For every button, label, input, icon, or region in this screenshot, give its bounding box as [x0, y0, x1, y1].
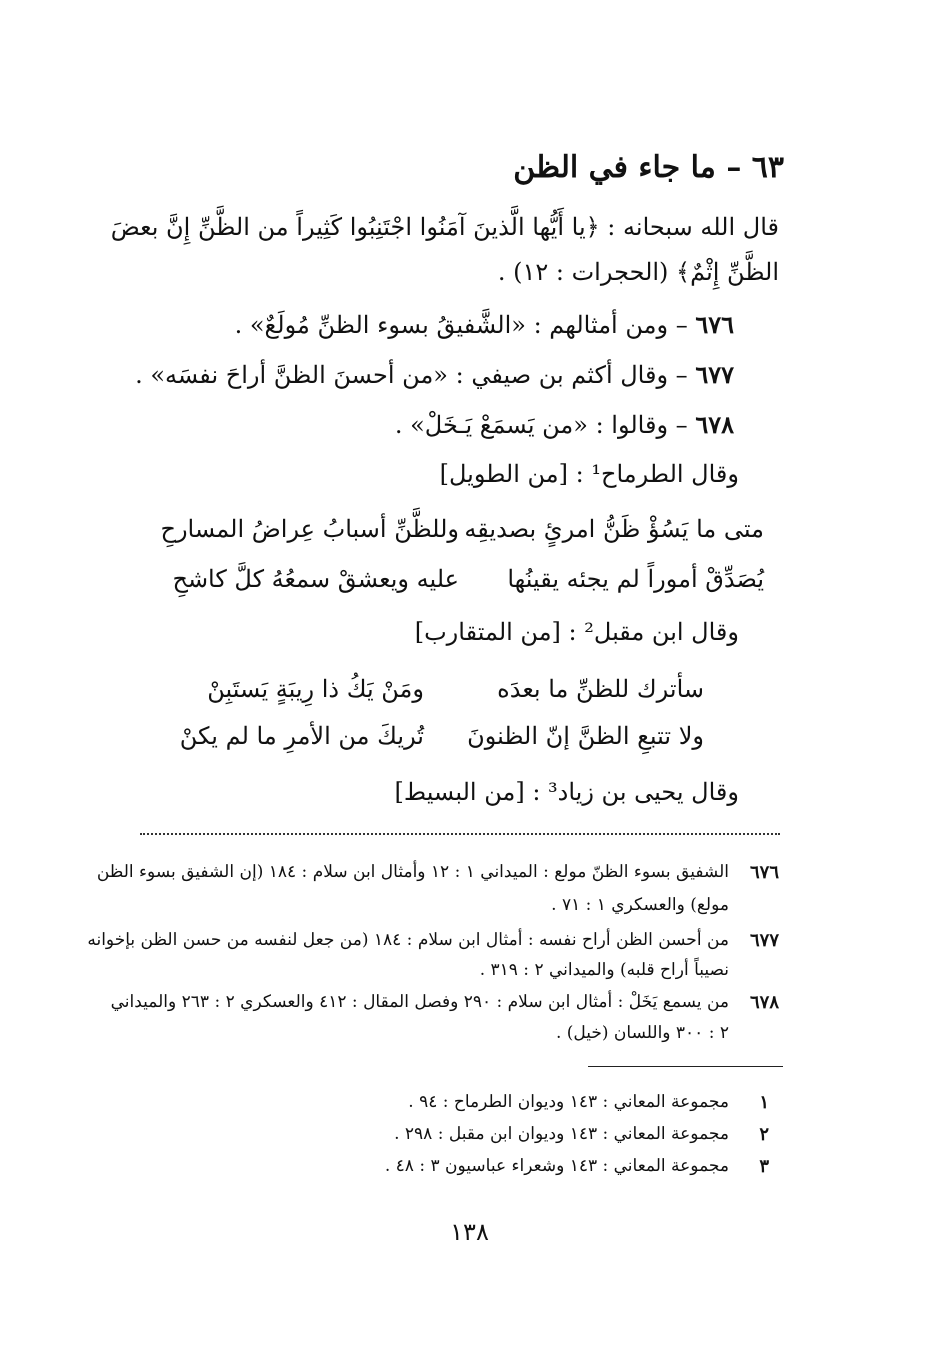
poem2-intro: وقال ابن مقبل² : [من المتقارب]	[414, 618, 739, 646]
proverb-number: ٦٧٦	[695, 310, 734, 339]
poem1-verse2-second: عليه ويعشقْ سمعُهُ كلَّ كاشحِ	[172, 565, 459, 593]
intro-line-2: الظَّنِّ إِثْمٌ﴾ (الحجرات : ١٢) .	[497, 258, 779, 286]
footnote-2: مجموعة المعاني : ١٤٣ وديوان ابن مقبل : ٢٩٨ .	[394, 1124, 729, 1144]
proverb-text: – وقال أكثم بن صيفي : «من أحسنَ الظنَّ أراحَ نفسَه» .	[135, 361, 688, 389]
poem2-verse1-second: ومَنْ يَكُ ذا رِيبَةٍ يَستَبِنْ	[207, 675, 424, 703]
note-678-line-1: من يسمع يَخَلْ : أمثال ابن سلام : ٢٩٠ وفصل المقال : ٤١٢ والعسكري ٢ : ٢٦٣ والميداني	[110, 992, 729, 1012]
proverb-678	[395, 410, 734, 439]
proverb-number: ٦٧٧	[695, 360, 734, 389]
note-676-line-1: الشفيق بسوء الظنّ مولع : الميداني ١ : ١٢ وأمثال ابن سلام : ١٨٤ (إن الشفيق بسوء الظن	[96, 862, 729, 882]
page-number: ١٣٨	[450, 1218, 489, 1246]
poem2-verse1-first: سأترك للظنِّ ما بعدَه	[497, 675, 704, 703]
proverb-676	[235, 310, 734, 339]
intro-line-1: قال الله سبحانه : ﴿يا أَيُّها الَّذينَ آمَنُوا اجْتَنِبُوا كَثِيراً من الظَّنِّ إِنَّ بعضَ	[110, 213, 779, 241]
footnote-number-3: ٣	[759, 1156, 769, 1177]
proverb-text: – وقالوا : «من يَسمَعْ يَـخَلْ» .	[394, 411, 688, 439]
note-677-line-2: نصيباً أراح قلبه) والميداني ٢ : ٣١٩ .	[479, 960, 729, 980]
poem2-verse2-second: تُريكَ من الأمرِ ما لم يكنْ	[179, 722, 424, 750]
poem1-verse1-second: وللظَّنِّ أسبابُ عِراضُ المسارحِ	[160, 515, 459, 543]
poem1-intro: وقال الطرماح¹ : [من الطويل]	[439, 460, 739, 488]
chapter-title: ٦٣ – ما جاء في الظن	[513, 150, 784, 185]
note-676-line-2: مولع) والعسكري ١ : ٧١ .	[551, 895, 729, 915]
proverb-677	[135, 360, 734, 389]
dotted-separator	[140, 833, 780, 835]
footnote-number-2: ٢	[759, 1124, 769, 1145]
footnote-3: مجموعة المعاني : ١٤٣ وشعراء عباسيون ٣ : ٤٨ .	[384, 1156, 729, 1176]
poem2-verse2-first: ولا تتبعِ الظنَّ إنّ الظنونَ	[467, 722, 704, 750]
footnote-number-1: ١	[759, 1092, 769, 1113]
note-number-677: ٦٧٧	[749, 930, 779, 951]
poem1-verse1-first: متى ما يَسُؤْ ظَنُّ امرئٍ بصديقِه	[464, 515, 764, 543]
poem3-intro: وقال يحيى بن زياد³ : [من البسيط]	[394, 778, 739, 806]
note-678-line-2: ٢ : ٣٠٠ واللسان (خيل) .	[555, 1023, 729, 1043]
proverb-text: – ومن أمثالهم : «الشَّفيقُ بسوء الظنِّ مُولَعٌ» .	[234, 311, 688, 339]
note-number-678: ٦٧٨	[749, 992, 779, 1013]
note-number-676: ٦٧٦	[749, 862, 779, 883]
footnote-1: مجموعة المعاني : ١٤٣ وديوان الطرماح : ٩٤ .	[408, 1092, 729, 1112]
proverb-number: ٦٧٨	[695, 410, 734, 439]
footnote-separator	[588, 1066, 783, 1067]
note-677-line-1: من أحسن الظن أراح نفسه : أمثال ابن سلام : ١٨٤ (من جعل لنفسه من حسن الظن بإخوانه	[87, 930, 729, 950]
poem1-verse2-first: يُصَدِّقْ أموراً لم يجئه يقينُها	[507, 565, 764, 593]
